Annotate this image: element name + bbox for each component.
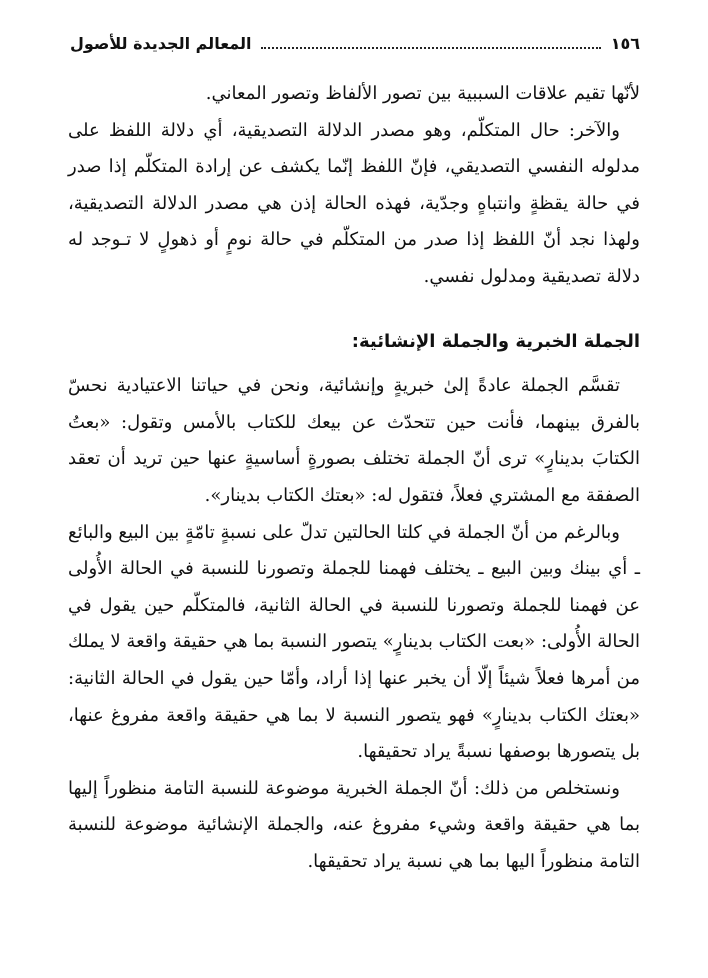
running-header [70,30,640,56]
paragraph: لأنّها تقيم علاقات السببية بين تصور الألفاظ وتصور المعاني. [205,83,640,104]
paragraph: ونستخلص من ذلك: أنّ الجملة الخبرية موضوعة للنسبة التامة منظوراً إليها بما هي حقيقة واقعة وشيء مفروغ عنه، والجملة الإنشائية موضوعة للنسبة التامة منظوراً اليها بما هي نسبة يراد تحقيقها. [68,777,640,872]
section-heading: الجملة الخبرية والجملة الإنشائية: [351,330,640,352]
book-title: المعالم الجديدة للأصول [70,33,252,53]
paragraph: وبالرغم من أنّ الجملة في كلتا الحالتين تدلّ على نسبةٍ تامّةٍ بين البيع والبائع ـ أي بينك وبين البيع ـ يختلف فهمنا للجملة وتصورنا للنسبة في الحالة الأُولى عن فهمنا للجملة وتصورنا للنسبة في الحالة الثانية، فالمتكلّم حين يقول في الحالة الأُولى: «بعت الكتاب بدينارٍ» يتصور النسبة بما هي حقيقة واقعة لا يملك من أمرها فعلاً شيئاً إلّا أن يخبر عنها إذا أراد، وأمّا حين يقول في الحالة الثانية: «بعتك الكتاب بدينارٍ» فهو يتصور النسبة لا بما هي حقيقة واقعة مفروغ عنها، بل يتصورها بوصفها نسبةً يراد تحقيقها. [68,521,640,763]
paragraph: تقسَّم الجملة عادةً إلىٰ خبريةٍ وإنشائية، ونحن في حياتنا الاعتيادية نحسّ بالفرق بينهما، فأنت حين تتحدّث عن بيعك للكتاب بالأمس وتقول: «بعتُ الكتابَ بدينارٍ» ترى أنّ الجملة تختلف بصورةٍ أساسيةٍ عنها حين تريد أن تعقد الصفقة مع المشتري فعلاً، فتقول له: «بعتك الكتاب بدينار». [68,375,640,506]
page-body [68,76,640,880]
leader-dots [261,46,600,49]
paragraph: والآخر: حال المتكلّم، وهو مصدر الدلالة التصديقية، أي دلالة اللفظ على مدلوله النفسي التصديقي، فإنّ اللفظ إنّما يكشف عن إرادة المتكلّم إذا صدر في حالة يقظةٍ وانتباهٍ وجدّية، فهذه الحالة إذن هي مصدر الدلالة التصديقية، ولهذا نجد أنّ اللفظ إذا صدر من المتكلّم في حالة نومٍ أو ذهولٍ لا تـوجد له دلالة تصديقية ومدلول نفسي. [68,119,640,287]
page-number: ١٥٦ [610,33,640,53]
